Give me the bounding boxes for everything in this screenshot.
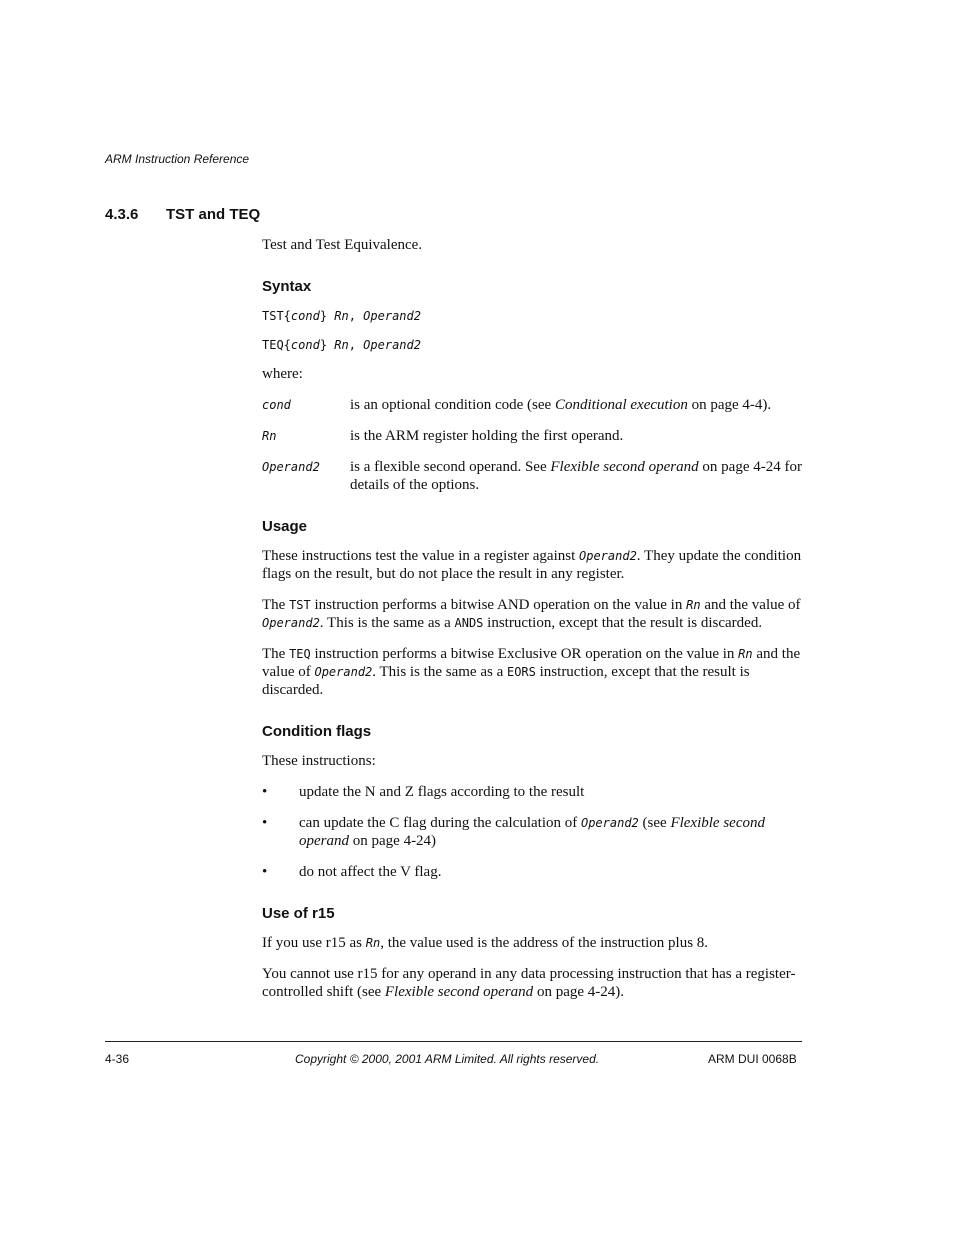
text-run: and the value of [262, 646, 801, 680]
bullet-icon: • [262, 815, 268, 831]
inline-code: EORS [506, 665, 536, 679]
code-text: } [319, 309, 335, 323]
usage-paragraph-1 [262, 547, 802, 583]
cross-reference-link[interactable]: Flexible second operand [550, 459, 699, 475]
footer-divider [105, 1041, 802, 1042]
code-text: } [319, 338, 335, 352]
text-run: instruction, except that the result is discarded. [262, 664, 750, 698]
syntax-tst [262, 307, 802, 325]
definition-rn [262, 427, 802, 445]
page-number: 4-36 [105, 1052, 130, 1066]
definition-text [350, 458, 802, 494]
section-body [262, 236, 802, 1014]
text-run: on page 4-24) [349, 833, 437, 849]
code-text: , [348, 338, 364, 352]
text-run: instruction performs a bitwise Exclusive OR operation on the value in [310, 646, 739, 662]
usage-heading: Usage [262, 518, 308, 535]
text-run: on page 4-24). [533, 984, 624, 1000]
inline-code: TST [289, 598, 311, 612]
list-item-text: do not affect the V flag. [299, 864, 442, 880]
text-run: instruction performs a bitwise AND operation on the value in [310, 597, 687, 613]
cross-reference-link[interactable]: Flexible second operand [299, 815, 765, 849]
code-placeholder: Rn [334, 338, 349, 352]
flags-intro: These instructions: [262, 753, 376, 769]
list-item-text [299, 814, 802, 850]
code-placeholder: Operand2 [363, 309, 421, 323]
cross-reference-link[interactable]: Conditional execution [554, 397, 688, 413]
intro-text: Test and Test Equivalence. [262, 237, 423, 253]
definition-term: cond [262, 398, 291, 412]
text-run: is an optional condition code (see [350, 397, 555, 413]
inline-code: Rn [686, 598, 701, 612]
text-run: If you use r15 as [262, 935, 366, 951]
code-placeholder: Rn [334, 309, 349, 323]
where-label: where: [262, 366, 303, 382]
syntax-teq [262, 336, 802, 354]
inline-code: Rn [365, 936, 381, 950]
list-item [262, 814, 802, 850]
cross-reference-link[interactable]: Flexible second operand [384, 984, 534, 1000]
text-run: can update the C flag during the calculation of [299, 815, 581, 831]
text-run: on page 4-4). [687, 397, 772, 413]
definition-cond [262, 396, 802, 414]
use-of-r15-heading: Use of r15 [262, 905, 335, 922]
code-text: , [348, 309, 364, 323]
section-title: TST and TEQ [166, 206, 261, 223]
text-run: . This is the same as a [372, 664, 507, 680]
code-placeholder: cond [290, 309, 320, 323]
copyright-notice: Copyright © 2000, 2001 ARM Limited. All rights reserved. [295, 1052, 600, 1066]
usage-paragraph-3 [262, 645, 802, 699]
text-run: . They update the condition flags on the result, but do not place the result in any register. [262, 548, 802, 582]
definition-term: Rn [262, 429, 277, 443]
r15-paragraph-2 [262, 965, 802, 1001]
definition-term: Operand2 [262, 460, 320, 474]
text-run: The [262, 597, 290, 613]
code-placeholder: cond [290, 338, 320, 352]
bullet-icon: • [262, 784, 268, 800]
definition-text: is the ARM register holding the first operand. [350, 428, 624, 444]
text-run: is a flexible second operand. See [350, 459, 551, 475]
text-run: The [262, 646, 290, 662]
definition-text [350, 396, 802, 414]
section-number: 4.3.6 [105, 206, 139, 223]
list-item-text: update the N and Z flags according to the result [299, 784, 585, 800]
inline-code: Operand2 [314, 665, 373, 679]
definition-operand2 [262, 458, 802, 494]
syntax-heading: Syntax [262, 278, 312, 295]
inline-code: ANDS [454, 616, 484, 630]
text-run: and the value of [700, 597, 801, 613]
text-run: You cannot use r15 for any operand in any data processing instruction that has a register-controlled shift (see [262, 966, 796, 1000]
text-run: instruction, except that the result is discarded. [483, 615, 763, 631]
text-run: on page 4-24 for details of the options. [350, 459, 802, 493]
code-placeholder: Operand2 [363, 338, 421, 352]
running-header: ARM Instruction Reference [105, 152, 250, 166]
inline-code: Rn [738, 647, 753, 661]
code-text: TEQ{ [262, 338, 291, 352]
bullet-icon: • [262, 864, 268, 880]
code-text: TST{ [262, 309, 291, 323]
inline-code: Operand2 [262, 616, 320, 630]
text-run: . This is the same as a [319, 615, 455, 631]
usage-paragraph-2 [262, 596, 802, 632]
r15-paragraph-1 [262, 934, 802, 952]
text-run: , the value used is the address of the instruction plus 8. [380, 935, 709, 951]
inline-code: Operand2 [579, 549, 637, 563]
condition-flags-heading: Condition flags [262, 723, 372, 740]
inline-code: Operand2 [580, 816, 639, 830]
document-id: ARM DUI 0068B [708, 1052, 797, 1066]
text-run: (see [638, 815, 671, 831]
list-item [262, 863, 802, 881]
text-run: These instructions test the value in a register against [262, 548, 579, 564]
list-item [262, 783, 802, 801]
inline-code: TEQ [289, 647, 311, 661]
